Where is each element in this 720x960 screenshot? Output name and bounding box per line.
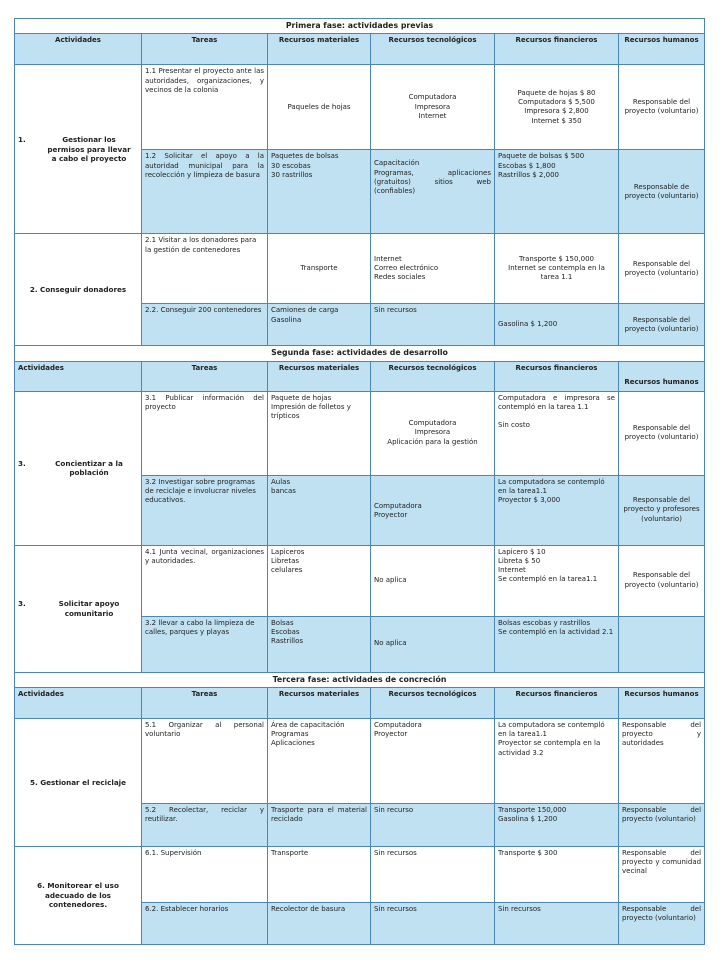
header-financieros: Recursos financieros [495, 687, 619, 718]
activities-table [14, 18, 705, 945]
tech-cell: Capacitación Programas, aplicaciones (gratuitos) sitios web (confiables) [371, 150, 495, 234]
header-materiales: Recursos materiales [268, 34, 371, 65]
human-cell: Responsable del proyecto (voluntario) [619, 803, 705, 846]
tech-cell: No aplica [371, 616, 495, 672]
task-cell: 1.2 Solicitar el apoyo a la autoridad municipal para la recolección y limpieza de basura [142, 150, 268, 234]
header-row [15, 687, 705, 718]
header-humanos: Recursos humanos [619, 34, 705, 65]
materials-cell: Transporte [268, 846, 371, 902]
finance-cell: La computadora se contempló en la tarea1.1 Proyector $ 3,000 [495, 475, 619, 545]
header-tareas: Tareas [142, 34, 268, 65]
materials-cell: Bolsas Escobas Rastrillos [268, 616, 371, 672]
task-cell: 3.2 llevar a cabo la limpieza de calles, parques y playas [142, 616, 268, 672]
activity-cell [15, 391, 142, 545]
task-cell: 5.1 Organizar al personal voluntario [142, 718, 268, 803]
activity-cell [15, 846, 142, 944]
header-tareas: Tareas [142, 361, 268, 391]
human-cell: Responsable del proyecto (voluntario) [619, 391, 705, 475]
activity-label: 2. Conseguir donadores [29, 285, 127, 295]
human-cell: Responsable del proyecto (voluntario) [619, 545, 705, 616]
materials-cell: Trasporte para el material reciclado [268, 803, 371, 846]
human-cell: Responsable de proyecto (voluntario) [619, 150, 705, 234]
tech-cell: Computadora Proyector [371, 475, 495, 545]
finance-cell: Gasolina $ 1,200 [495, 304, 619, 346]
finance-cell: Lapicero $ 10 Libreta $ 50 Internet Se contempló en la tarea1.1 [495, 545, 619, 616]
task-cell: 6.1. Supervisión [142, 846, 268, 902]
table-row [15, 234, 705, 304]
header-actividades: Actividades [15, 687, 142, 718]
header-actividades: Actividades [15, 34, 142, 65]
materials-cell: Aulas bancas [268, 475, 371, 545]
human-cell: Responsable del proyecto (voluntario) [619, 304, 705, 346]
header-materiales: Recursos materiales [268, 361, 371, 391]
header-row [15, 361, 705, 391]
task-cell: 4.1 Junta vecinal, organizaciones y autoridades. [142, 545, 268, 616]
task-cell: 6.2. Establecer horarios [142, 902, 268, 944]
tech-cell: No aplica [371, 545, 495, 616]
materials-cell: Camiones de carga Gasolina [268, 304, 371, 346]
task-cell: 2.1 Visitar a los donadores para la gestión de contenedores [142, 234, 268, 304]
materials-cell: Paqueles de hojas [268, 65, 371, 150]
activity-number: 3. [18, 599, 26, 609]
phase-title: Segunda fase: actividades de desarrollo [15, 346, 705, 361]
activity-number: 3. [18, 458, 26, 468]
materials-cell: Transporte [268, 234, 371, 304]
header-row [15, 34, 705, 65]
task-cell: 1.1 Presentar el proyecto ante las autoridades, organizaciones, y vecinos de la colonia [142, 65, 268, 150]
finance-cell: La computadora se contempló en la tarea1.1 Proyector se contempla en la actividad 3.2 [495, 718, 619, 803]
tech-cell: Computadora Impresora Aplicación para la gestión [371, 391, 495, 475]
header-financieros: Recursos financieros [495, 34, 619, 65]
finance-cell: Computadora e impresora se contempló en la tarea 1.1 Sin costo [495, 391, 619, 475]
tech-cell: Sin recursos [371, 902, 495, 944]
phase-title: Primera fase: actividades previas [15, 19, 705, 34]
tech-cell: Computadora Proyector [371, 718, 495, 803]
materials-cell: Paquete de hojas Impresión de folletos y trípticos [268, 391, 371, 475]
table-row [15, 391, 705, 475]
activity-label: 6. Monitorear el uso adecuado de los contenedores. [37, 881, 119, 910]
tech-cell: Sin recurso [371, 803, 495, 846]
finance-cell: Paquete de bolsas $ 500 Escobas $ 1,800 Rastrillos $ 2,000 [495, 150, 619, 234]
human-cell: Responsable del proyecto (voluntario) [619, 65, 705, 150]
human-cell: Responsable del proyecto y comunidad vecinal [619, 846, 705, 902]
activity-cell [15, 65, 142, 234]
task-cell: 3.2 Investigar sobre programas de reciclaje e involucrar niveles educativos. [142, 475, 268, 545]
header-materiales: Recursos materiales [268, 687, 371, 718]
header-tecnologicos: Recursos tecnológicos [371, 34, 495, 65]
human-cell [619, 616, 705, 672]
header-humanos: Recursos humanos [619, 361, 705, 391]
activity-label: Gestionar los permisos para llevar a cabo el proyecto [47, 135, 131, 164]
header-tecnologicos: Recursos tecnológicos [371, 687, 495, 718]
materials-cell: Paquetes de bolsas 30 escobas 30 rastrillos [268, 150, 371, 234]
table-row [15, 65, 705, 150]
finance-cell: Paquete de hojas $ 80 Computadora $ 5,500 Impresora $ 2,800 Internet $ 350 [495, 65, 619, 150]
finance-cell: Transporte 150,000 Gasolina $ 1,200 [495, 803, 619, 846]
tech-cell: Sin recursos [371, 304, 495, 346]
phase-title-row [15, 346, 705, 361]
header-financieros: Recursos financieros [495, 361, 619, 391]
task-cell: 5.2 Recolectar, reciclar y reutilizar. [142, 803, 268, 846]
task-cell: 3.1 Publicar información del proyecto [142, 391, 268, 475]
finance-cell: Bolsas escobas y rastrillos Se contempló en la actividad 2.1 [495, 616, 619, 672]
activity-cell [15, 718, 142, 846]
tech-cell: Computadora Impresora Internet [371, 65, 495, 150]
finance-cell: Transporte $ 300 [495, 846, 619, 902]
human-cell: Responsable del proyecto (voluntario) [619, 902, 705, 944]
table-row [15, 718, 705, 803]
header-tecnologicos: Recursos tecnológicos [371, 361, 495, 391]
activity-cell [15, 545, 142, 672]
materials-cell: Recolector de basura [268, 902, 371, 944]
table-row [15, 846, 705, 902]
phase-title-row [15, 672, 705, 687]
tech-cell: Internet Correo electrónico Redes sociales [371, 234, 495, 304]
activity-cell [15, 234, 142, 346]
table-row [15, 545, 705, 616]
finance-cell: Sin recursos [495, 902, 619, 944]
activity-label: Solicitar apoyo comunitario [58, 599, 120, 618]
human-cell: Responsable del proyecto y profesores (voluntario) [619, 475, 705, 545]
materials-cell: Lapiceros Libretas celulares [268, 545, 371, 616]
phase-title: Tercera fase: actividades de concreción [15, 672, 705, 687]
finance-cell: Transporte $ 150,000 Internet se contempla en la tarea 1.1 [495, 234, 619, 304]
activity-label: Concientizar a la población [55, 458, 123, 478]
task-cell: 2.2. Conseguir 200 contenedores [142, 304, 268, 346]
header-actividades: Actividades [15, 361, 142, 391]
header-humanos: Recursos humanos [619, 687, 705, 718]
activity-number: 1. [18, 135, 26, 145]
materials-cell: Área de capacitación Programas Aplicaciones [268, 718, 371, 803]
activity-label: 5. Gestionar el reciclaje [29, 777, 127, 787]
header-tareas: Tareas [142, 687, 268, 718]
human-cell: Responsable del proyecto (voluntario) [619, 234, 705, 304]
human-cell: Responsable del proyecto y autoridades [619, 718, 705, 803]
tech-cell: Sin recursos [371, 846, 495, 902]
phase-title-row [15, 19, 705, 34]
